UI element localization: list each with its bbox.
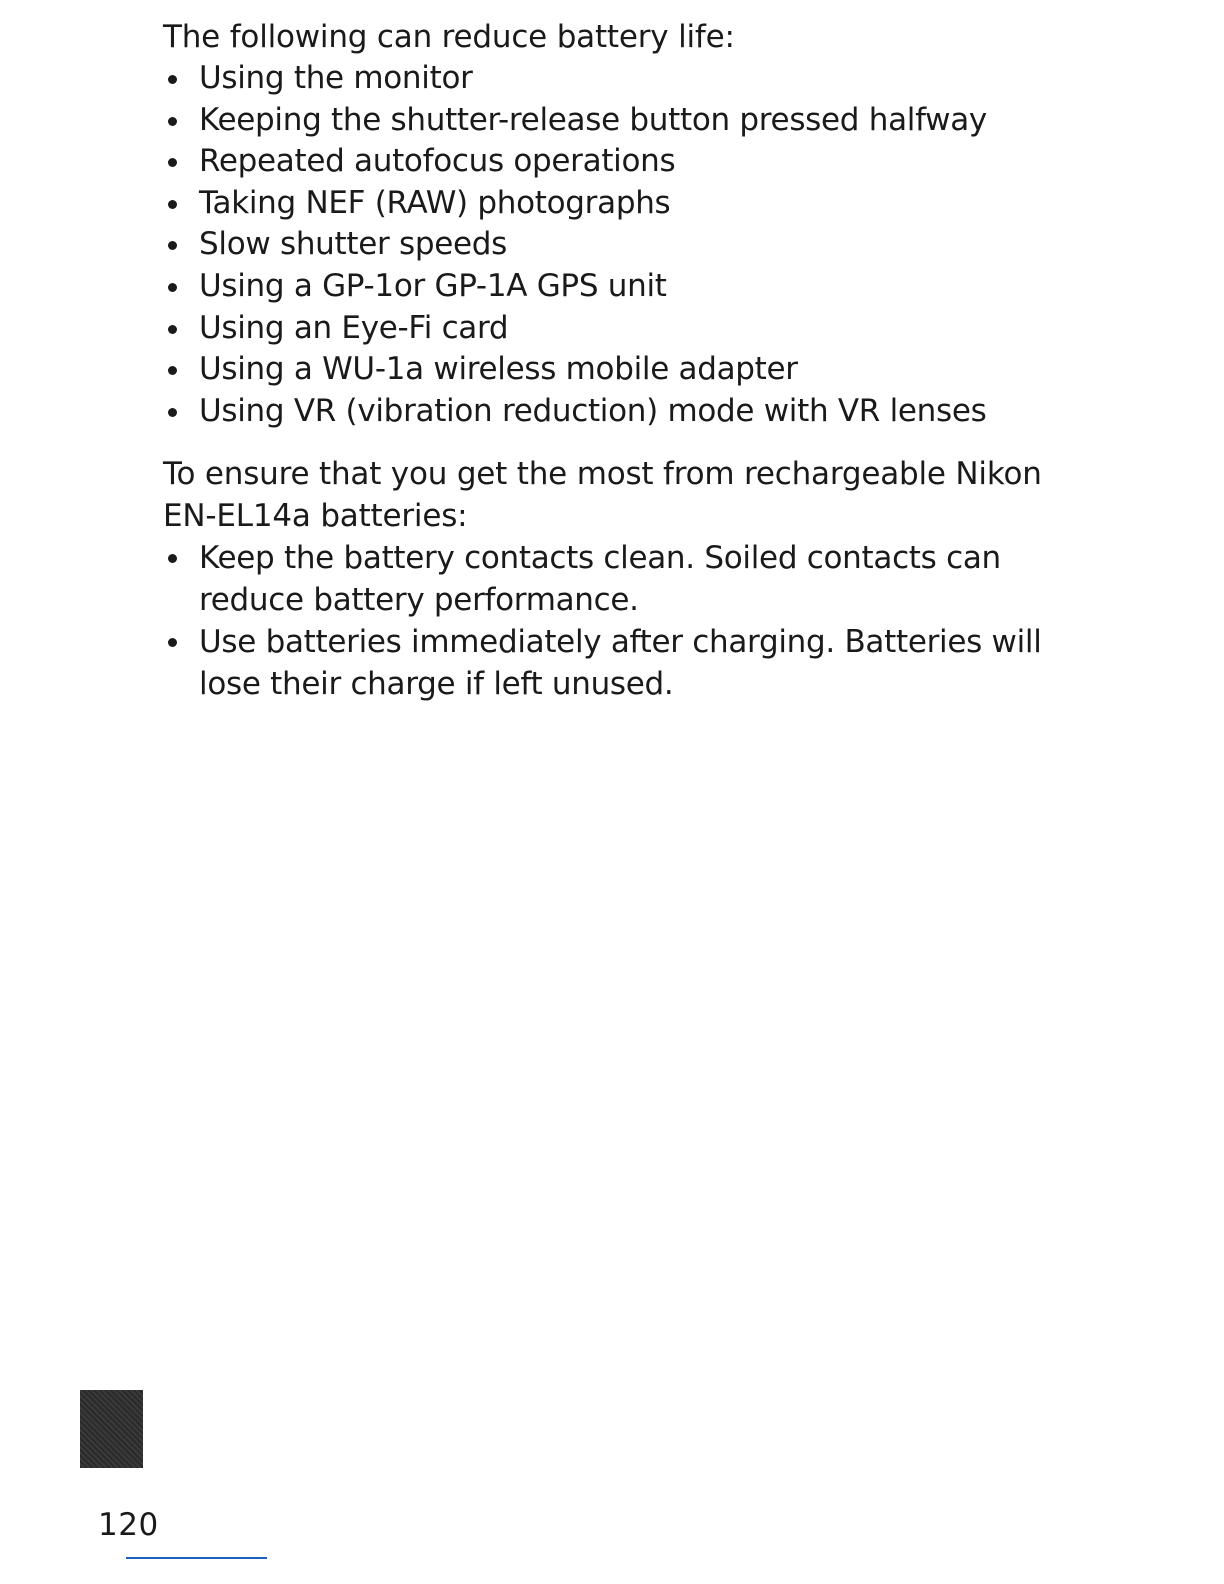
list-item-text: Slow shutter speeds xyxy=(199,226,507,263)
list-item xyxy=(163,266,1103,308)
list-item-text: Repeated autofocus operations xyxy=(199,143,676,180)
battery-care-list xyxy=(163,537,1103,705)
chapter-thumb-tab xyxy=(80,1390,143,1468)
bullet-icon xyxy=(168,241,177,250)
bullet-icon xyxy=(168,554,177,563)
list-item-text: Using a GP-1or GP-1A GPS unit xyxy=(199,267,667,304)
list-item xyxy=(163,537,1103,621)
list-item-text: Using a WU-1a wireless mobile adapter xyxy=(199,351,798,388)
bullet-icon xyxy=(168,158,177,167)
list-item-text: Taking NEF (RAW) photographs xyxy=(199,184,671,221)
list-item-text: Keeping the shutter-release button pressed halfway xyxy=(199,101,987,138)
battery-care-intro-line1: To ensure that you get the most from rechargeable Nikon xyxy=(163,456,1042,493)
page-number: 120 xyxy=(98,1507,159,1543)
list-item xyxy=(163,308,1103,350)
footer-rule xyxy=(126,1557,267,1559)
battery-life-intro: The following can reduce battery life: xyxy=(163,19,735,55)
list-item xyxy=(163,100,1103,142)
list-item-text: Using VR (vibration reduction) mode with VR lenses xyxy=(199,392,987,429)
bullet-icon xyxy=(168,75,177,84)
list-item xyxy=(163,141,1103,183)
bullet-icon xyxy=(168,408,177,417)
bullet-icon xyxy=(168,117,177,126)
battery-life-section xyxy=(163,16,1103,432)
page-content xyxy=(163,16,1103,705)
list-item-text: Use batteries immediately after charging. Batteries will lose their charge if left unused. xyxy=(199,624,1042,703)
bullet-icon xyxy=(168,638,177,647)
list-item xyxy=(163,349,1103,391)
battery-care-intro-line2: EN-EL14a batteries: xyxy=(163,498,468,535)
list-item xyxy=(163,224,1103,266)
list-item-text: Keep the battery contacts clean. Soiled contacts can reduce battery performance. xyxy=(199,540,1001,619)
list-item-text: Using the monitor xyxy=(199,60,473,96)
battery-care-intro xyxy=(163,453,1103,537)
bullet-icon xyxy=(168,366,177,375)
battery-care-section xyxy=(163,453,1103,705)
list-item xyxy=(163,391,1103,433)
list-item xyxy=(163,621,1103,705)
bullet-icon xyxy=(168,325,177,334)
list-item xyxy=(163,58,1103,100)
list-item-text: Using an Eye-Fi card xyxy=(199,309,509,346)
bullet-icon xyxy=(168,200,177,209)
list-item xyxy=(163,183,1103,225)
battery-life-list xyxy=(163,58,1103,432)
bullet-icon xyxy=(168,283,177,292)
